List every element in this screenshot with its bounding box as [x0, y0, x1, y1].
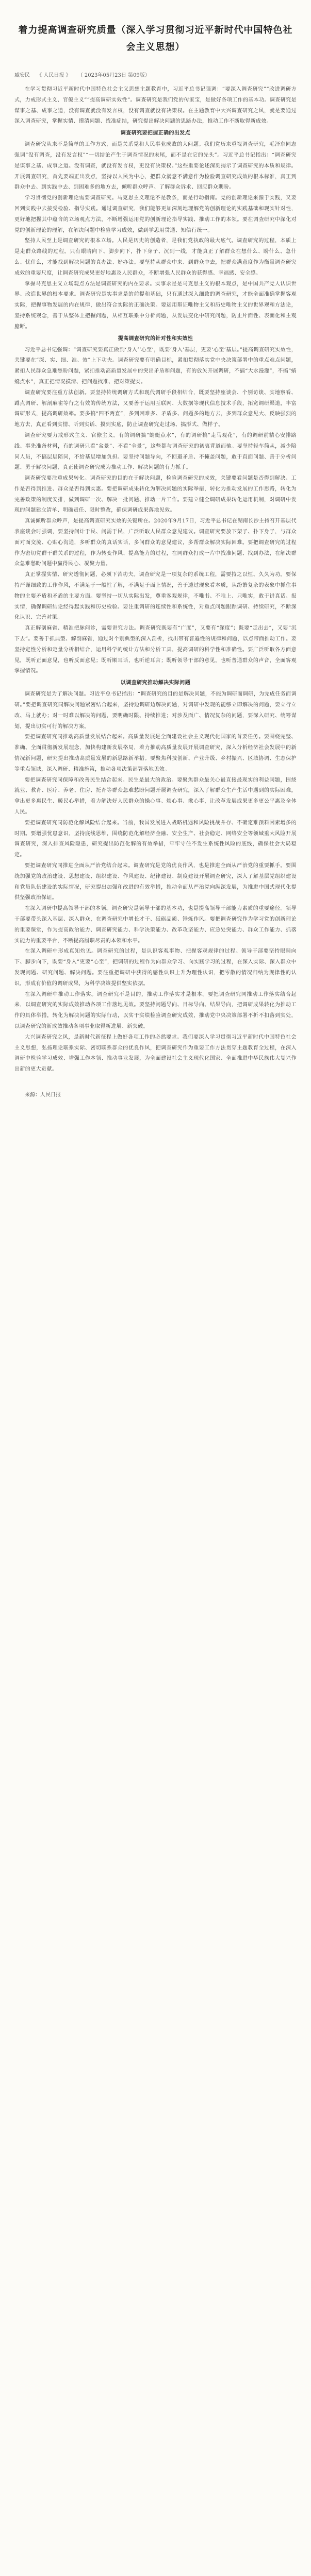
- section-heading: 以调查研究推动解决实际问题: [120, 680, 191, 686]
- paragraph: 大兴调查研究之风，是新时代新征程上做好各项工作的必然要求。我们要深入学习贯彻习近平新时代中国特色社会主义思想，弘扬理论联系实际、密切联系群众的优良作风，把调查研究作为重要工作方法贯穿主题教育全过程，在深入调研中检验学习成效、增强工作本领、推动事业发展，为全面建设社会主义现代化国家、全面推进中华民族伟大复兴作出新的更大贡献。: [14, 1034, 297, 1073]
- author: 臧安民: [14, 73, 30, 78]
- paragraph: 要把调查研究同推进全面从严治党结合起来。调查研究是党的优良作风，也是推进全面从严治党的重要抓手。要围绕加强党的政治建设、思想建设、组织建设、作风建设、纪律建设、制度建设开展调查研究，深入了解基层党组织建设和党员队伍建设的实际情况，研究提出加强和改进的有效举措，推动全面从严治党向纵深发展，为推进中国式现代化提供坚强政治保证。: [14, 862, 297, 901]
- paragraph: 真正掌握实情、研究透彻问题，必须下苦功夫。调查研究是一项复杂的系统工程，需要持之以恒、久久为功。要保持严谨细致的工作作风，不满足于一般性了解，不满足于面上情况，善于透过现象看本质，从纷繁复杂的表象中抓住事物的主要矛盾和矛盾的主要方面。要坚持一切从实际出发，尊重客观规律，不唯书、不唯上、只唯实，敢于讲真话、报实情，确保调研结论经得起实践和历史检验。要注重调研的连续性和系统性，对重点问题跟踪调研、持续研究，不断深化认识、完善对策。: [14, 572, 297, 621]
- source-line: 来源：人民日报: [25, 1092, 61, 1098]
- paragraph: 在深入调研中形成真知灼见。调查研究的过程，是认识客观事物、把握客观规律的过程。领导干部要坚持眼睛向下、脚步向下，既要“身入”更要“心至”，把调研的过程作为向群众学习、向实践学习的过程，在深入实际、深入群众中发现问题、研究问题、解决问题。要注重把调研中获得的感性认识上升为理性认识，把零散的情况归纳为规律性的认识，形成有价值的调研成果，为科学决策提供坚实依据。: [14, 948, 297, 987]
- paragraph: 在深入调研中推动工作落实。调查研究不是目的，推动工作落实才是根本。要把调查研究同推动工作落实结合起来，以调查研究的实际成效推动各项工作落地见效。要坚持问题导向、目标导向、结果导向，把调研成果转化为推动工作的具体举措，转化为解决问题的实际行动，以实干实绩检验调查研究成效，推动党中央决策部署不折不扣落到实处，以调查研究的新成效推动各项事业取得新进展、新突破。: [14, 991, 297, 1029]
- paragraph: 调查研究从来不是简单的工作方式，而是关系党和人民事业成败的大问题。我们党历来重视调查研究，毛泽东同志强调“没有调查，没有发言权”“一切结论产生于调查情况的末尾，而不是在它的先头”。习近平总书记指出：“调查研究是谋事之基、成事之道。没有调查，就没有发言权，更没有决策权。”这些重要论述深刻揭示了调查研究的本质和规律。开展调查研究，首先要端正出发点，坚持以人民为中心，把群众满意不满意作为检验调查研究成效的根本标准，真正到群众中去、到实践中去、到困难多的地方去，倾听群众呼声、了解群众诉求、回应群众期盼。: [14, 142, 297, 191]
- article-meta: [14, 71, 297, 80]
- paragraph: 调查研究要注重成果转化。调查研究的目的在于解决问题，检验调查研究的成效，关键要看问题是否得到解决、工作是否得到推进、群众是否得到实惠。要把调研成果转化为解决问题的实际举措，转化为推动发展的工作思路，转化为完善政策的制度安排，做到调研一次、解决一批问题、推动一片工作。要建立健全调研成果转化运用机制，对调研中发现的问题建立清单、明确责任、限时整改，确保调研成果落地见效。: [14, 476, 297, 514]
- paragraph: 调查研究要力戒形式主义、官僚主义。有的调研搞“蜻蜓点水”，有的调研搞“走马观花”，有的调研前精心安排路线、事先准备材料，有的调研只看“盆景”、不看“全景”，这些都与调查研究的初衷背道而驰。要坚持轻车简从，减少陪同人员，不搞层层陪同，不给基层增加负担。要坚持问题导向，不回避矛盾、不掩盖问题，敢于直面问题、善于分析问题、勇于解决问题，真正使调查研究成为推动工作、解决问题的有力抓手。: [14, 432, 297, 471]
- paragraph: 要把调查研究同保障和改善民生结合起来。民生是最大的政治。要聚焦群众最关心最直接最现实的利益问题，围绕就业、教育、医疗、养老、住房、托育等群众急难愁盼问题开展调查研究，深入了解群众生产生活中遇到的实际困难，拿出更多惠民生、暖民心举措，着力解决好人民群众的操心事、烦心事、揪心事，让改革发展成果更多更公平惠及全体人民。: [14, 777, 297, 815]
- paragraph: 习近平总书记强调：“调查研究要真正做到‘身入’‘心至’，既要‘身入’基层，更要‘心至’基层。”提高调查研究实效性，关键要在“深、实、细、准、效”上下功夫。调查研究要有明确目标，紧扣贯彻落实党中央决策部署中的重点难点问题，紧扣人民群众急难愁盼问题，紧扣推动高质量发展中的突出矛盾和问题，有的放矢开展调研，不搞“大水漫灌”，不搞“蜻蜓点水”，真正把情况摸清、把问题找准、把对策提实。: [14, 347, 297, 385]
- section-heading: 调查研究要把握正确的出发点: [120, 130, 191, 137]
- paragraph: 坚持人民至上是调查研究的根本立场。人民是历史的创造者，是我们党执政的最大底气。调查研究的过程，本质上是走群众路线的过程。只有眼睛向下、脚步向下，扑下身子、沉到一线，才能真正了解群众在想什么、盼什么、急什么、忧什么，才能找到解决问题的真办法、好办法。要坚持从群众中来、到群众中去，把群众满意度作为衡量调查研究成效的重要尺度，让调查研究成果更好地惠及人民群众，不断增强人民群众的获得感、幸福感、安全感。: [14, 238, 297, 276]
- paragraph: 要把调查研究同推动高质量发展结合起来。高质量发展是全面建设社会主义现代化国家的首要任务。要围绕完整、准确、全面贯彻新发展理念，加快构建新发展格局，着力推动高质量发展开展调查研究，深入分析经济社会发展中的新情况新问题，研究提出推动高质量发展的新思路新举措。要聚焦科技创新、产业升级、乡村振兴、区域协调、生态保护等重点领域，深入调研、精准施策，推动各项决策部署落地见效。: [14, 734, 297, 772]
- publication: 《 人民日报 》: [37, 73, 71, 78]
- paragraph: 调查研究是为了解决问题。习近平总书记指出：“调查研究的目的是解决问题，不能为调研而调研，为完成任务而调研。”要把调查研究同解决问题紧密结合起来，坚持边调研边解决问题，对调研中发现的能够立即解决的问题，要立行立改、马上就办；对一时难以解决的问题，要明确时限、持续推进；对涉及面广、情况复杂的问题，要深入研究、统筹谋划，提出切实可行的解决方案。: [14, 691, 297, 730]
- section-heading: 提高调查研究的针对性和实效性: [118, 335, 193, 342]
- paragraph: 掌握马克思主义立场观点方法是调查研究的内在要求。实事求是是马克思主义的根本观点，是中国共产党人认识世界、改造世界的根本要求。调查研究是实事求是的前提和基础，只有通过深入细致的调查研究，才能全面准确掌握客观实际，把握事物发展的内在规律，做出符合实际的正确决策。要运用辩证唯物主义和历史唯物主义的世界观和方法论，坚持系统观念，善于从整体上把握问题，从相互联系中分析问题，从发展变化中研究问题，防止片面性、表面化和主观臆断。: [14, 281, 297, 330]
- paragraph: 在深入调研中提高领导干部的本领。调查研究是领导干部的基本功，也是提高领导干部能力素质的重要途径。领导干部要带头深入基层、深入群众，在调查研究中增长才干、砥砺品质、锤炼作风。要把调查研究作为学习党的创新理论的重要课堂，作为提高政治能力、调查研究能力、科学决策能力、改革攻坚能力、应急处突能力、群众工作能力、抓落实能力的重要平台，不断提高履职尽责的本领和水平。: [14, 906, 297, 944]
- paragraph: 要把调查研究同防范化解风险结合起来。当前，我国发展进入战略机遇和风险挑战并存、不确定难预料因素增多的时期。要增强忧患意识，坚持底线思维，围绕防范化解经济金融、安全生产、社会稳定、网络安全等领域重大风险开展调查研究，深入排查风险隐患，研究提出防范化解的有效举措，牢牢守住不发生系统性风险的底线，确保社会大局稳定。: [14, 820, 297, 858]
- paragraph: 调查研究要注重方法创新。要坚持传统调研方式和现代调研手段相结合，既要坚持座谈会、个别访谈、实地察看、蹲点调研、解剖麻雀等行之有效的传统方法，又要善于运用互联网、大数据等现代信息技术手段，拓宽调研渠道，丰富调研形式，提高调研效率。要多搞“四不两直”，多到困难多、矛盾多、问题多的地方去，多到群众意见大、反映强烈的地方去，真正看到实情、听到实话、摸到实底，防止调查研究走过场、搞形式、做样子。: [14, 389, 297, 428]
- paragraph: 学习贯彻党的创新理论需要调查研究。马克思主义理论不是教条，而是行动指南。党的创新理论来源于实践，又要回到实践中去接受检验、指导实践。通过调查研究，我们能够更加深刻地理解党的创新理论的实践基础和现实针对性，更好地把握其中蕴含的立场观点方法，不断增强运用党的创新理论指导实践、推动工作的本领。要在调查研究中深化对党的创新理论的理解，在解决问题中检验学习成效，做到学思用贯通、知信行统一。: [14, 195, 297, 233]
- article-title: 着力提高调查研究质量（深入学习贯彻习近平新时代中国特色社会主义思想）: [18, 25, 293, 53]
- paragraph: 真正解剖麻雀、精准把脉问诊，需要讲究方法。调查研究既要有“广度”，又要有“深度”；既要“走出去”，又要“沉下去”。要善于抓典型、解剖麻雀，通过对个别典型的深入剖析，找出带有普遍性的规律和问题，以点带面推动工作。要坚持定性分析和定量分析相结合，运用科学的统计方法和分析工具，提高调研的科学性和准确性。要广泛听取各方面意见，既听正面意见，也听反面意见；既听顺耳话，也听逆耳言；既听领导干部的意见，也听普通群众的声音，全面客观掌握情况。: [14, 625, 297, 674]
- paragraph: 真诚倾听群众呼声，是提高调查研究实效的关键所在。2020年9月17日，习近平总书记在湖南长沙主持召开基层代表座谈会时强调，要坚持问计于民、问需于民，广泛听取人民群众意见建议。调查研究要放下架子、扑下身子，与群众面对面交流、心贴心沟通，多听群众的真话实话，多问群众的意见建议，多帮群众解决实际困难。要把调查研究的过程作为密切党群干群关系的过程，作为转变作风、提高能力的过程，在同群众打成一片中找准问题、找到办法，在解决群众急难愁盼问题中赢得民心、凝聚力量。: [14, 518, 297, 567]
- article-body: [14, 84, 297, 1075]
- paragraph: 在学习贯彻习近平新时代中国特色社会主义思想主题教育中，习近平总书记强调：“要深入调查研究”“改进调研方式，力戒形式主义、官僚主义”“提高调研实效性”。调查研究是我们党的传家宝，是做好各项工作的基本功。调查研究是谋事之基、成事之道，没有调查就没有发言权，没有调查就没有决策权。在主题教育中大兴调查研究之风，就是要通过深入调查研究，掌握实情、摸清问题、找准症结，研究提出解决问题的思路办法，推动工作不断取得新成效。: [14, 87, 297, 125]
- publish-date: （ 2023年05月23日 第09版）: [77, 73, 150, 78]
